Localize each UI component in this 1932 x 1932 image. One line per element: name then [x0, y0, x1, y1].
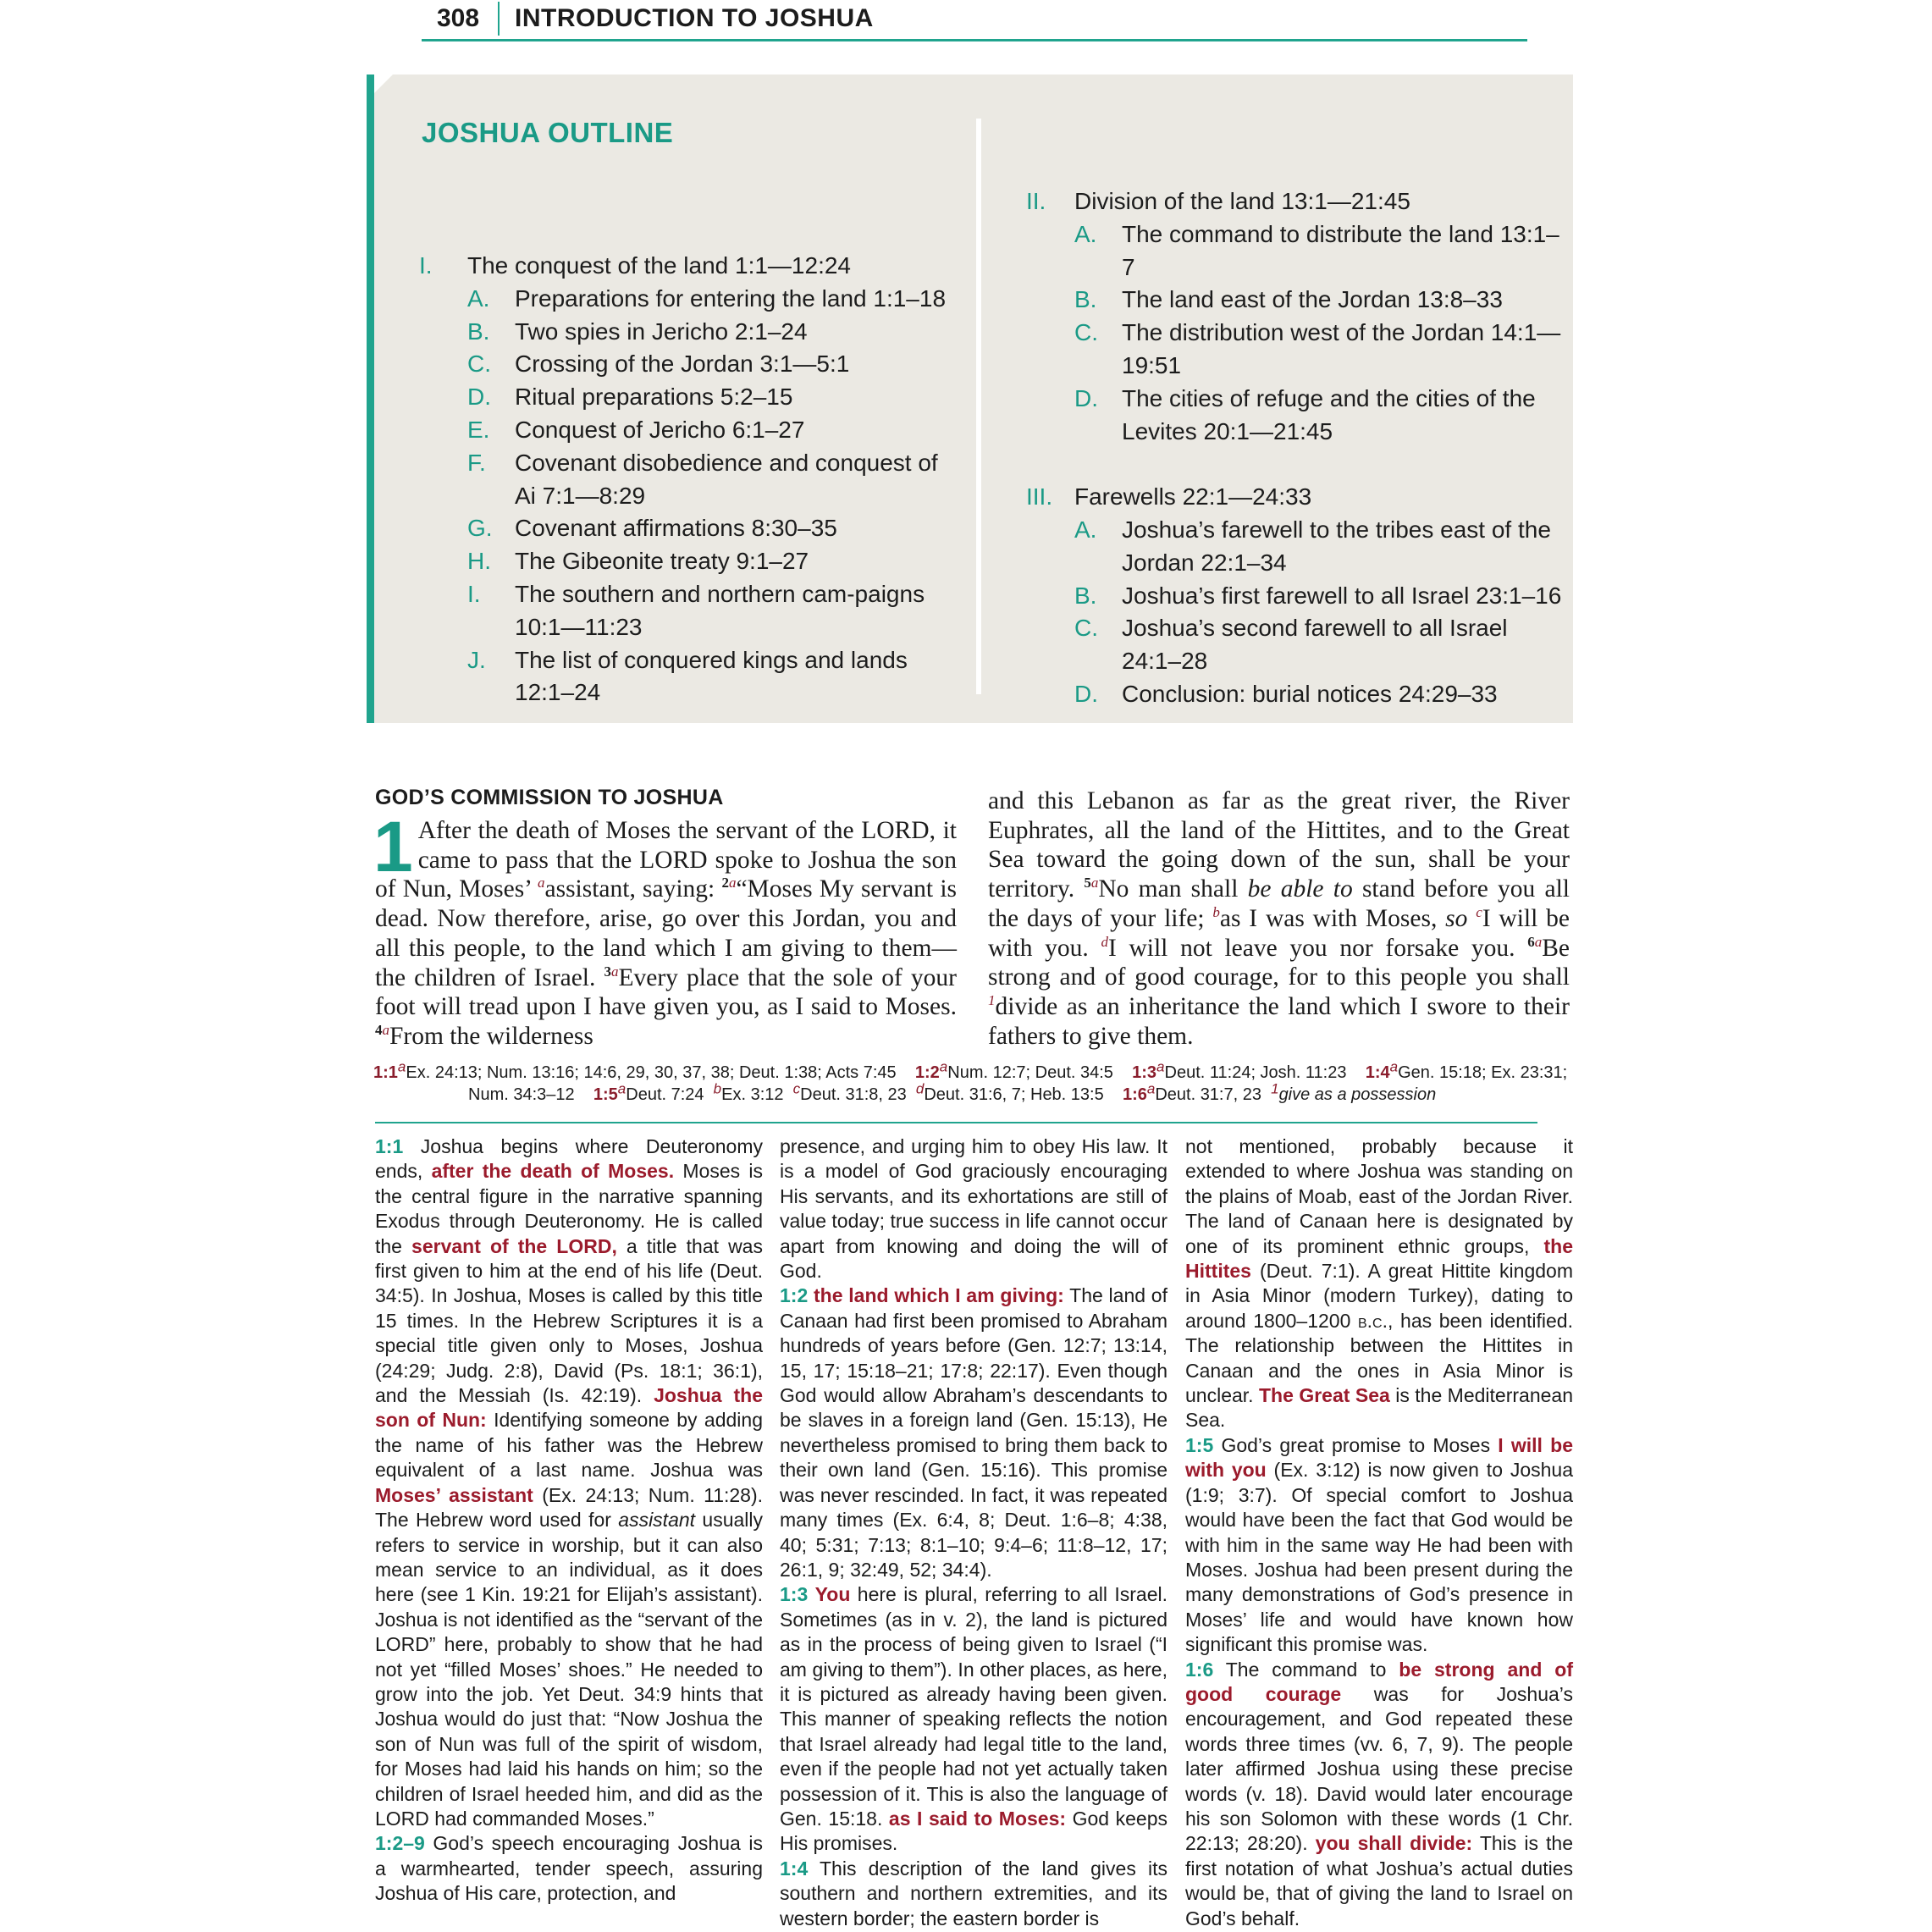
scripture-left-column: 1 After the death of Moses the servant of the LORD, it came to pass that the LORD spoke to Joshua the son of Nun, Moses’ $^a$assistant, saying: $^{2a}$“Moses My servant is dead. Now therefore, arise, go over this Jordan, you and all this people, to the land which I am giving to them—the children of Israel. $^{3a}$Every place that the sole of your foot will tread upon I have given you, as I said to Moses. $^{4a}$From the wilderness	[373, 807, 957, 1050]
outline-title: JOSHUA OUTLINE	[422, 117, 674, 148]
note-reference: 1:5	[1185, 1433, 1214, 1456]
outline-item	[467, 414, 952, 447]
cross-reference-key: 1:2	[914, 1063, 940, 1082]
outline-item	[467, 644, 952, 710]
small-caps-text: ORD	[385, 1633, 429, 1656]
outline-item-letter: C.	[1074, 615, 1098, 642]
note-reference: 1:2–9	[375, 1832, 425, 1855]
note-lemma: I will be with you	[1185, 1433, 1573, 1482]
small-caps-text: ORD	[654, 846, 708, 874]
note-lemma: Moses’ assistant	[375, 1483, 533, 1506]
note-reference: 1:6	[1185, 1658, 1214, 1681]
outline-section-title: Division of the land 13:1—21:45	[1074, 188, 1410, 214]
note-lemma: as I said to Moses:	[888, 1807, 1067, 1830]
outline-item-letter: E.	[467, 416, 490, 443]
verse-number: 6	[1527, 933, 1535, 950]
outline-item-text: Covenant disobedience and conquest of Ai 7:1—8:29	[515, 449, 938, 509]
outline-section-number: I.	[419, 252, 433, 279]
footnote-marker: a	[1090, 875, 1099, 891]
outline-item	[1074, 383, 1568, 449]
footnote-marker: a	[1156, 1058, 1165, 1075]
outline-item	[1074, 514, 1568, 580]
outline-item	[467, 578, 952, 644]
footnote-marker: a	[538, 875, 545, 891]
outline-item-text: Covenant affirmations 8:30–35	[515, 515, 837, 542]
cross-reference-line: 1:1$^a$Ex. 24:13; Num. 13:16; 14:6, 29, 30, 37, 38; Deut. 1:38; Acts 7:45 1:2$^a$Num. 12:7; Deut. 34:5 1:3$^a$Deut. 11:24; Josh. 11:23 1:4$^a$Gen. 15:18; Ex. 23:31;	[373, 1058, 1568, 1082]
outline-item-letter: B.	[1074, 286, 1097, 313]
verse-number: 3	[604, 963, 611, 980]
outline-item-text: The Gibeonite treaty 9:1–27	[515, 548, 809, 575]
scripture-right-column: and this Lebanon as far as the great river, the River Euphrates, all the land of the Hittites, and to the Great Sea toward the going down of the sun, shall be your territory. $^{5a}$No man shall be able to stand before you all the days of your life; $^b$as I was with Moses, so $^c$I will be with you. $^d$I will not leave you nor forsake you. $^{6a}$Be strong and of good courage, for to this people you shall $^1$divide as an inheritance the land which I swore to their fathers to give them.	[988, 787, 1570, 1050]
outline-item	[1074, 580, 1568, 613]
outline-item-text: Joshua’s second farewell to all Israel 24:1–28	[1122, 615, 1508, 675]
small-caps-text: ORD	[385, 1807, 429, 1830]
outline-item	[467, 283, 952, 316]
outline-item	[1074, 317, 1568, 383]
footnote-marker: c	[1476, 903, 1482, 920]
outline-section-2	[1026, 185, 1568, 448]
note-reference: 1:2	[780, 1284, 809, 1307]
cross-reference-key: 1:4	[1365, 1063, 1390, 1082]
cross-references	[373, 1058, 1576, 1106]
outline-item-letter: C.	[467, 351, 491, 378]
outline-right-column	[1026, 185, 1568, 711]
section-heading: GOD’S COMMISSION TO JOSHUA	[375, 786, 724, 809]
outline-item-text: The cities of refuge and the cities of the Levites 20:1—21:45	[1122, 384, 1536, 444]
outline-item-text: The southern and northern cam-paigns 10:1—11:23	[515, 580, 925, 640]
note-reference: 1:1	[375, 1135, 404, 1157]
outline-section-items	[1074, 514, 1568, 711]
note-reference: 1:3	[780, 1583, 809, 1606]
outline-item-text: The command to distribute the land 13:1–7	[1122, 220, 1559, 280]
footnote-marker: a	[939, 1058, 948, 1075]
outline-item	[1074, 678, 1568, 711]
study-notes-column-2: presence, and urging him to obey His law. It is a model of God graciously encouraging His servants, and its exhortations are still of value today; true success in life cannot occur apart from knowing and doing the will of God. 1:2 the land which I am giving: The land of Canaan had first been promised to Abraham hundreds of years before (Gen. 12:7; 13:14, 15, 17; 15:18–21; 17:8; 22:17). Even though God would allow Abraham’s descendants to be slaves in a foreign land (Gen. 15:13), He nevertheless promised to bring them back to their own land (Gen. 15:16). This promise was never rescinded. In fact, it was repeated many times (Ex. 6:4, 8; Deut. 1:6–8; 4:38, 40; 5:31; 7:13; 8:1–10; 9:4–6; 11:8–12, 17; 26:1, 9; 32:49, 52; 34:4). 1:3 You here is plural, referring to all Israel. Sometimes (as in v. 2), the land is pictured as in the process of being given to Israel (“I am giving to them”). In other places, as here, it is pictured as already having been given. This manner of speaking reflects the notion that Israel already had legal title to the land, even if the people had not yet actually taken possession of it. This is also the language of Gen. 15:18. as I said to Moses: God keeps His promises. 1:4 This description of the land gives its southern and northern extremities, and its western border; the eastern border is	[780, 1135, 1167, 1929]
small-caps-text: ORD	[876, 817, 930, 844]
footnote-marker: b	[713, 1080, 722, 1097]
outline-item-letter: D.	[467, 384, 491, 411]
study-notes-column-3: not mentioned, probably because it extended to where Joshua was standing on the plains of Moab, east of the Jordan River. The land of Canaan here is designated by one of its prominent ethnic groups, the Hittites (Deut. 7:1). A great Hittite kingdom in Asia Minor (modern Turkey), dating to around 1800–1200 b.c., has been identified. The relationship between the Hittites in Canaan and the ones in Asia Minor is unclear. The Great Sea is the Mediterranean Sea. 1:5 God’s great promise to Moses I will be with you (Ex. 3:12) is now given to Joshua (1:9; 3:7). Of special comfort to Joshua would have been the fact that God would be with him in the same way He had been with Moses. Joshua had been present during the many demonstrations of God’s presence in Moses’ life and would have known how significant this promise was. 1:6 The command to be strong and of good courage was for Joshua’s encouragement, and God repeated these words three times (vv. 6, 7, 9). The people later affirmed Joshua using these precise words (v. 18). David would later encourage his son Solomon with these words (1 Chr. 22:13; 28:20). you shall divide: This is the first notation of what Joshua’s actual duties would be, that of giving the land to Israel on God’s behalf.	[1185, 1135, 1573, 1929]
outline-section-items	[467, 283, 952, 709]
outline-item-text: Conquest of Jericho 6:1–27	[515, 416, 805, 443]
footnote-marker: a	[728, 875, 737, 891]
small-caps-text: ORD	[568, 1234, 612, 1257]
outline-column-divider	[976, 119, 981, 694]
outline-box	[367, 75, 1573, 723]
outline-section-3	[1026, 481, 1568, 711]
outline-item-letter: J.	[467, 646, 486, 673]
running-head-title: INTRODUCTION TO JOSHUA	[515, 4, 874, 32]
running-head	[422, 0, 1527, 41]
footnote-marker: a	[1534, 933, 1543, 950]
footnote-marker: a	[617, 1080, 627, 1097]
outline-section-number: II.	[1026, 188, 1046, 214]
outline-item-letter: G.	[467, 515, 493, 542]
outline-item-text: The land east of the Jordan 13:8–33	[1122, 286, 1503, 313]
outline-section-title: The conquest of the land 1:1—12:24	[467, 252, 851, 279]
footnote-marker: a	[382, 1022, 389, 1039]
cross-reference-key: 1:3	[1132, 1063, 1157, 1082]
outline-item-text: Ritual preparations 5:2–15	[515, 384, 793, 411]
outline-item-letter: I.	[467, 580, 481, 607]
outline-item	[1074, 284, 1568, 317]
footnote-marker: a	[1389, 1058, 1399, 1075]
outline-item-letter: D.	[1074, 680, 1098, 707]
outline-item-letter: B.	[467, 317, 490, 345]
outline-item-letter: A.	[1074, 220, 1097, 247]
running-head-divider	[498, 2, 500, 36]
outline-item-letter: F.	[467, 449, 486, 476]
outline-item-text: Joshua’s farewell to the tribes east of the Jordan 22:1–34	[1122, 516, 1551, 576]
notes-divider-rule	[375, 1122, 1537, 1123]
verse-number: 2	[721, 875, 729, 891]
outline-item	[467, 316, 952, 349]
outline-item-letter: D.	[1074, 384, 1098, 411]
note-lemma: The Great Sea	[1259, 1384, 1390, 1407]
outline-item	[467, 512, 952, 545]
outline-item-letter: A.	[1074, 516, 1097, 543]
outline-section-items	[1074, 218, 1568, 449]
note-lemma: the Hittites	[1185, 1234, 1573, 1283]
note-lemma: servant of the LORD,	[411, 1234, 617, 1257]
chapter-number: 1	[373, 807, 413, 886]
outline-item	[467, 447, 952, 513]
small-caps-text: b.c.	[1358, 1309, 1388, 1332]
cross-reference-key: 1:1	[373, 1063, 398, 1082]
footnote-marker: b	[1212, 903, 1220, 920]
outline-item-text: Conclusion: burial notices 24:29–33	[1122, 680, 1498, 707]
outline-item-letter: H.	[467, 548, 491, 575]
outline-item	[467, 381, 952, 414]
outline-left-column	[419, 250, 952, 709]
verse-number: 5	[1084, 875, 1091, 891]
footnote-marker: 1	[988, 992, 996, 1009]
note-lemma: You	[814, 1583, 851, 1606]
footnote-marker: a	[1146, 1080, 1156, 1097]
outline-section-1	[419, 250, 952, 709]
outline-item-letter: B.	[1074, 582, 1097, 609]
outline-item-text: Joshua’s first farewell to all Israel 23:1–16	[1122, 582, 1562, 609]
footnote-marker: a	[610, 963, 619, 980]
outline-section-number: III.	[1026, 483, 1053, 511]
note-reference: 1:4	[780, 1857, 809, 1880]
outline-item-text: The list of conquered kings and lands 12:1–24	[515, 646, 908, 706]
footnote-marker: d	[915, 1080, 925, 1097]
note-lemma: be strong and of good courage	[1185, 1658, 1573, 1705]
outline-item-letter: C.	[1074, 319, 1098, 346]
cross-reference-line: Num. 34:3–12 1:5$^a$Deut. 7:24 $^b$Ex. 3:12 $^c$Deut. 31:8, 23 $^d$Deut. 31:6, 7; Heb. 13:5 1:6$^a$Deut. 31:7, 23 $^1$give as a possession	[468, 1080, 1437, 1104]
outline-item-letter: A.	[467, 284, 490, 312]
outline-item-text: The distribution west of the Jordan 14:1—19:51	[1122, 319, 1561, 378]
outline-corner-notch	[374, 75, 393, 93]
verse-number: 4	[375, 1022, 383, 1039]
footnote-marker: c	[792, 1080, 801, 1097]
page-number: 308	[437, 4, 480, 32]
note-lemma: you shall divide:	[1315, 1832, 1473, 1855]
footnote-marker: a	[397, 1058, 406, 1075]
footnote-marker: d	[1101, 933, 1108, 950]
footnote-marker: 1	[1271, 1080, 1279, 1097]
study-notes-column-1: 1:1 Joshua begins where Deuteronomy ends, after the death of Moses. Moses is the central figure in the narrative spanning Exodus through Deuteronomy. He is called the servant of the LORD, a title that was first given to him at the end of his life (Deut. 34:5). In Joshua, Moses is called by this title 15 times. In the Hebrew Scriptures it is a special title given only to Moses, Joshua (24:29; Judg. 2:8), David (Ps. 18:1; 36:1), and the Messiah (Is. 42:19). Joshua the son of Nun: Identifying someone by adding the name of his father was the Hebrew equivalent of a last name. Joshua was Moses’ assistant (Ex. 24:13; Num. 11:28). The Hebrew word used for assistant usually refers to service in worship, but it can also mean service to an individual, as it does here (see 1 Kin. 19:21 for Elijah’s assistant). Joshua is not identified as the “servant of the LORD” here, probably to show that he had not yet “filled Moses’ shoes.” He needed to grow into the job. Yet Deut. 34:9 hints that Joshua would do just that: “Now Joshua the son of Nun was full of the spirit of wisdom, for Moses had laid his hands on him; so the children of Israel heeded him, and did as the LORD had commanded Moses.” 1:2–9 God’s speech encouraging Joshua is a warmhearted, tender speech, assuring Joshua of His care, protection, and	[375, 1135, 764, 1905]
cross-reference-key: 1:6	[1122, 1085, 1147, 1104]
outline-item	[467, 348, 952, 381]
outline-item	[1074, 612, 1568, 678]
outline-item-text: Preparations for entering the land 1:1–18	[515, 284, 947, 312]
outline-item-text: Crossing of the Jordan 3:1—5:1	[515, 351, 850, 378]
note-lemma: after the death of Moses.	[431, 1160, 675, 1183]
outline-item	[1074, 218, 1568, 284]
cross-reference-key: 1:5	[593, 1085, 618, 1104]
outline-item	[467, 545, 952, 578]
note-lemma: Joshua the son of Nun:	[375, 1384, 763, 1432]
note-lemma: the land which I am giving:	[814, 1284, 1064, 1307]
outline-section-title: Farewells 22:1—24:33	[1074, 483, 1312, 511]
outline-item-text: Two spies in Jericho 2:1–24	[515, 317, 808, 345]
